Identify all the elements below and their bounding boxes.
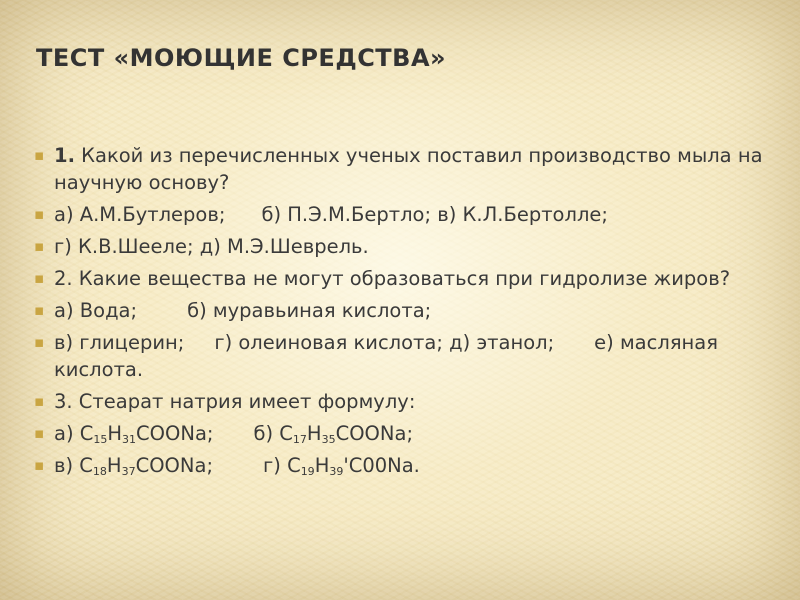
question-1-text: Какой из перечисленных ученых поставил производство мыла на научную основу? — [54, 144, 763, 194]
option-2f: е) масляная кислота. — [54, 331, 718, 381]
option-1a: а) А.М.Бутлеров; — [54, 203, 226, 226]
formula-a: а) $С_{15}Н_{31}СООNa$; — [54, 422, 214, 446]
formula-c: в) $С_{18}Н_{37}СООNa$; — [54, 454, 214, 478]
bullet-icon: ▪ — [34, 269, 45, 287]
question-2-options-c-f — [34, 329, 774, 383]
question-3 — [34, 388, 774, 415]
question-2-text: 2. Какие вещества не могут образоваться при гидролизе жиров? — [54, 267, 731, 290]
option-2c: в) глицерин; — [54, 331, 185, 354]
option-2e: д) этанол; — [442, 331, 555, 354]
question-list — [34, 142, 774, 484]
question-1-number: 1. — [54, 144, 75, 167]
formula-d: г) $С_{19}Н_{39}'С00Na$. — [263, 454, 420, 478]
question-2-options-a-b — [34, 297, 774, 324]
option-1c: в) К.Л.Бертолле; — [431, 203, 608, 226]
question-1-options-a-c — [34, 201, 774, 228]
question-1 — [34, 142, 774, 196]
bullet-icon: ▪ — [34, 146, 45, 164]
question-2 — [34, 265, 774, 292]
option-1b: б) П.Э.М.Бертло; — [261, 203, 432, 226]
question-3-text: 3. Стеарат натрия имеет формулу: — [54, 390, 416, 413]
bullet-icon: ▪ — [34, 333, 45, 351]
question-1-options-d-e — [34, 233, 774, 260]
bullet-icon: ▪ — [34, 456, 45, 474]
slide-title: ТЕСТ «МОЮЩИЕ СРЕДСТВА» — [36, 44, 447, 72]
bullet-icon: ▪ — [34, 237, 45, 255]
formula-b: б) $С_{17}Н_{35}СООNa$; — [253, 422, 414, 446]
option-2b: б) муравьиная кислота; — [187, 299, 432, 322]
question-3-options-a-b — [34, 420, 774, 447]
bullet-icon: ▪ — [34, 205, 45, 223]
bullet-icon: ▪ — [34, 392, 45, 410]
option-1e: д) М.Э.Шеврель. — [193, 235, 369, 258]
option-2d: г) олеиновая кислота; — [214, 331, 443, 354]
bullet-icon: ▪ — [34, 301, 45, 319]
question-3-options-c-d — [34, 452, 774, 479]
option-1d: г) К.В.Шееле; — [54, 235, 194, 258]
bullet-icon: ▪ — [34, 424, 45, 442]
option-2a: а) Вода; — [54, 299, 138, 322]
